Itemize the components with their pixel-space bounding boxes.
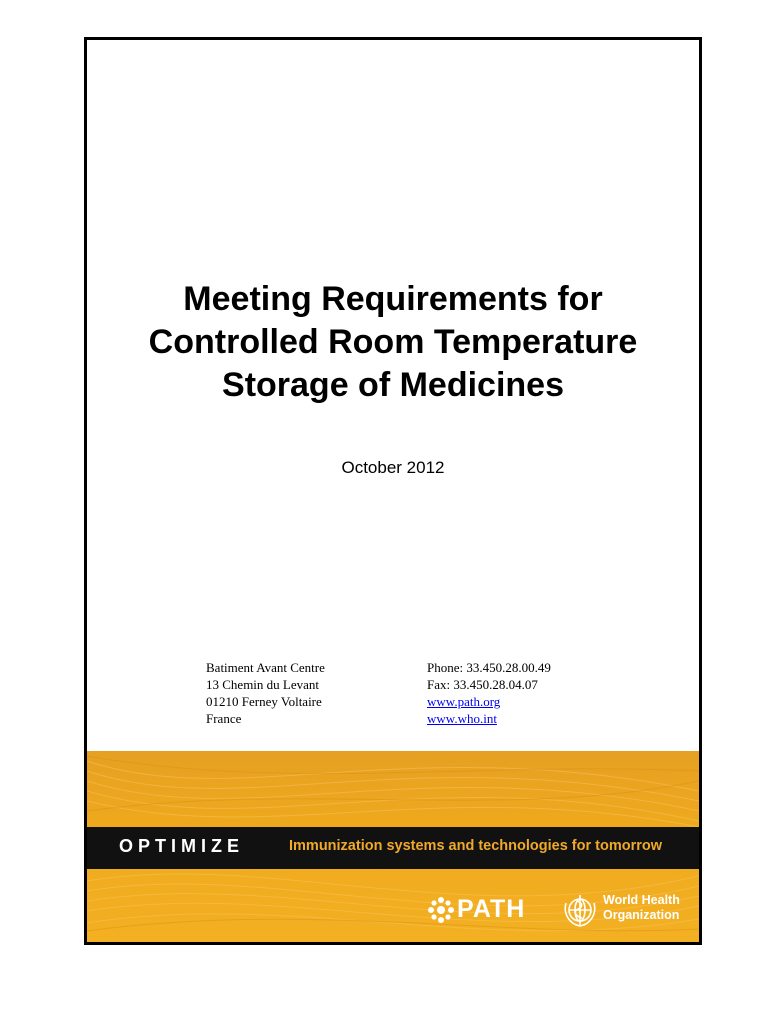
who-emblem-icon: [561, 891, 599, 929]
brand-band: [87, 827, 699, 869]
cover-frame: [84, 37, 702, 945]
publication-date: October 2012: [341, 458, 445, 477]
path-logo: [427, 895, 539, 925]
who-logo-line-1: World Health: [603, 893, 680, 907]
who-website-link[interactable]: www.who.int: [427, 711, 497, 726]
phone-number: Phone: 33.450.28.00.49: [427, 660, 551, 675]
optimize-tagline: Immunization systems and technologies for tomorrow: [289, 838, 663, 854]
who-logo-text: [603, 893, 680, 923]
address-line: France: [206, 711, 242, 726]
contact-info: [427, 659, 551, 727]
address-line: Batiment Avant Centre: [206, 660, 325, 675]
document-title: [87, 278, 699, 407]
title-line-3: Storage of Medicines: [222, 366, 564, 404]
address-line: 13 Chemin du Levant: [206, 677, 320, 692]
title-line-2: Controlled Room Temperature: [148, 323, 638, 361]
postal-address: [206, 659, 325, 727]
optimize-brand: OPTIMIZE: [119, 836, 244, 856]
optimize-banner: [87, 751, 699, 942]
who-logo: [561, 889, 691, 931]
path-flower-icon: [427, 896, 455, 924]
address-line: 01210 Ferney Voltaire: [206, 694, 322, 709]
path-website-link[interactable]: www.path.org: [427, 694, 501, 709]
fax-number: Fax: 33.450.28.04.07: [427, 677, 538, 692]
who-logo-line-2: Organization: [603, 908, 680, 922]
path-logo-text: PATH: [457, 895, 526, 923]
title-line-1: Meeting Requirements for: [183, 280, 603, 318]
